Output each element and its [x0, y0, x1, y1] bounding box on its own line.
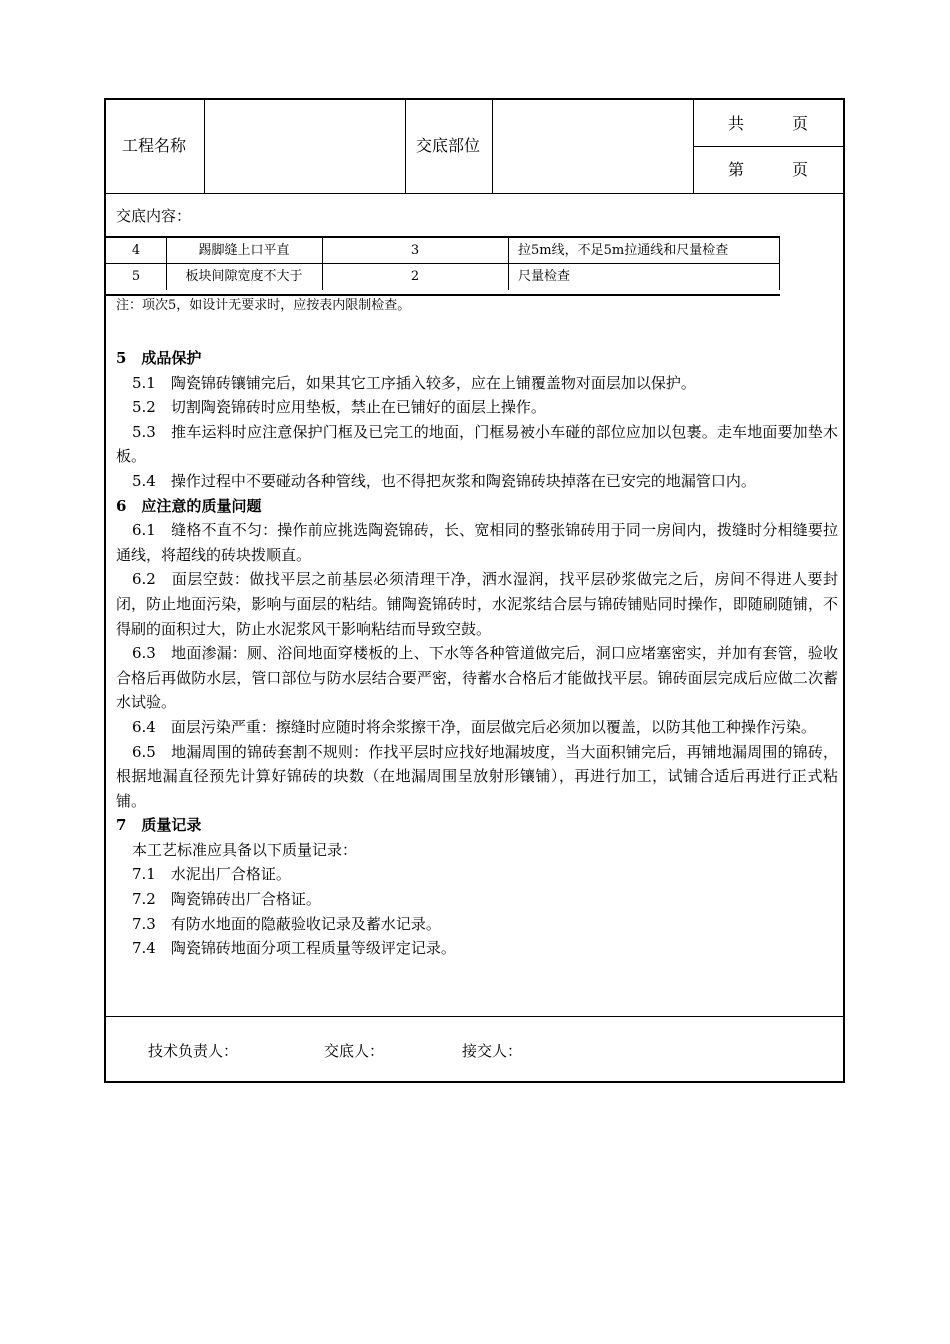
paragraph: 6.2 面层空鼓：做找平层之前基层必须清理干净，洒水湿润，找平层砂浆做完之后，房间不得进人要封闭，防止地面污染，影响与面层的粘结。铺陶瓷锦砖时，水泥浆结合层与锦砖铺贴同时操作，即随刷随铺，不得刷的面积过大，防止水泥浆风干影响粘结而导致空鼓。 — [116, 570, 838, 638]
paragraph: 6.4 面层污染严重：擦缝时应随时将余浆擦干净，面层做完后必须加以覆盖，以防其他工种操作污染。 — [132, 717, 816, 736]
page-number: 第 页 — [728, 160, 809, 179]
paragraph: 5.4 操作过程中不要碰动各种管线，也不得把灰浆和陶瓷锦砖块掉落在已安完的地漏管口内。 — [132, 471, 756, 490]
part-label: 交底部位 — [416, 136, 481, 155]
row-item: 踢脚缝上口平直 — [198, 243, 290, 258]
row-value: 3 — [410, 243, 420, 258]
paragraph: 5.1 陶瓷锦砖镶铺完后，如果其它工序插入较多，应在上铺覆盖物对面层加以保护。 — [132, 373, 696, 392]
row-value: 2 — [410, 269, 420, 284]
divider — [693, 146, 843, 147]
row-method: 拉5m线，不足5m拉通线和尺量检查 — [518, 243, 729, 258]
row-item: 板块间隙宽度不大于 — [185, 269, 303, 284]
form-header — [106, 100, 843, 194]
tech-lead-signature: 技术负责人： — [148, 1042, 239, 1060]
total-pages: 共 页 — [728, 114, 809, 133]
paragraph: 7.4 陶瓷锦砖地面分项工程质量等级评定记录。 — [132, 939, 456, 958]
paragraph: 本工艺标准应具备以下质量记录： — [132, 840, 358, 859]
table-note: 注：项次5，如设计无要求时，应按表内限制检查。 — [116, 298, 411, 313]
project-name-label: 工程名称 — [122, 136, 187, 155]
paragraph: 6.3 地面渗漏：厕、浴间地面穿楼板的上、下水等各种管道做完后，洞口应堵塞密实，并加有套管，验收合格后再做防水层，管口部位与防水层结合要严密，待蓄水合格后才能做找平层。锦砖面层完成后应做二次蓄水试验。 — [116, 644, 838, 712]
form-frame — [104, 98, 845, 1083]
table-row — [106, 264, 780, 290]
paragraph: 6.5 地漏周围的锦砖套割不规则：作找平层时应找好地漏坡度，当大面积铺完后，再铺地漏周围的锦砖，根据地漏直径预先计算好锦砖的块数（在地漏周围呈放射形镶铺），再进行加工，试铺合适后再进行正式粘铺。 — [116, 742, 838, 810]
table-row — [106, 238, 780, 264]
row-number: 5 — [131, 269, 141, 284]
divider — [405, 100, 406, 193]
row-number: 4 — [131, 243, 141, 258]
divider — [204, 100, 205, 193]
document-body — [116, 346, 838, 961]
content-label: 交底内容： — [116, 207, 192, 225]
paragraph: 7.2 陶瓷锦砖出厂合格证。 — [132, 890, 321, 909]
paragraph: 7.1 水泥出厂合格证。 — [132, 865, 291, 884]
paragraph: 5.3 推车运料时应注意保护门框及已完工的地面，门框易被小车碰的部位应加以包裹。走车地面要加垫木板。 — [116, 422, 838, 466]
paragraph: 7.3 有防水地面的隐蔽验收记录及蓄水记录。 — [132, 914, 441, 933]
section-heading: 5 成品保护 — [116, 349, 202, 367]
signature-footer — [106, 1016, 843, 1084]
row-method: 尺量检查 — [518, 269, 571, 284]
presenter-signature: 交底人： — [324, 1042, 385, 1060]
paragraph: 5.2 切割陶瓷锦砖时应用垫板，禁止在已铺好的面层上操作。 — [132, 398, 546, 417]
divider — [492, 100, 493, 193]
receiver-signature: 接交人： — [462, 1042, 523, 1060]
paragraph: 6.1 缝格不直不匀：操作前应挑选陶瓷锦砖，长、宽相同的整张锦砖用于同一房间内，拨缝时分相缝要拉通线，将超线的砖块拨顺直。 — [116, 521, 838, 564]
section-heading: 7 质量记录 — [116, 816, 202, 835]
inspection-table — [106, 236, 780, 296]
section-heading: 6 应注意的质量问题 — [116, 496, 262, 515]
